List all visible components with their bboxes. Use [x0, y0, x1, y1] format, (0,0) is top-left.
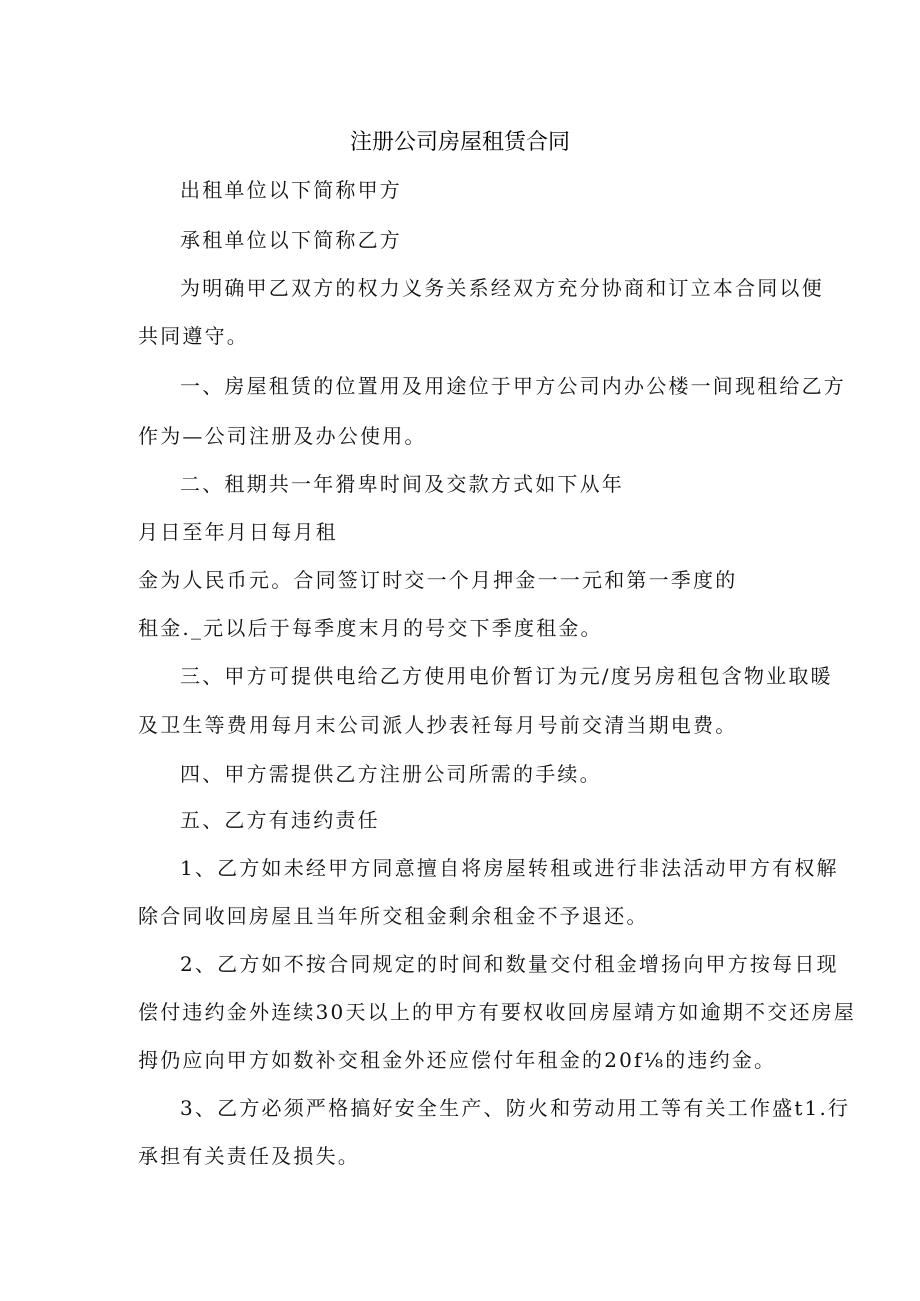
paragraph-line: 拇仍应向甲方如数补交租金外还应偿付年租金的20f⅛的违约金。: [138, 1048, 777, 1072]
paragraph-line: 一、房屋租赁的位置用及用途位于甲方公司内办公楼一间现租给乙方: [180, 374, 846, 398]
paragraph-line: 二、租期共一年猾卑时间及交款方式如下从年: [180, 472, 624, 496]
paragraph-line: 承担有关责任及损失。: [138, 1144, 360, 1168]
paragraph-line: 作为—公司注册及办公使用。: [138, 424, 427, 448]
paragraph-line: 偿付违约金外连续30天以上的甲方有要权收回房屋靖方如逾期不交还房屋: [138, 1000, 857, 1024]
paragraph-line: 月日至年月日每月租: [138, 520, 338, 544]
paragraph-line: 共同遵守。: [138, 324, 249, 348]
paragraph-line: 四、甲方需提供乙方注册公司所需的手续。: [180, 762, 602, 786]
document-title: 注册公司房屋租赁合同: [349, 130, 570, 155]
paragraph-line: 为明确甲乙双方的权力义务关系经双方充分协商和订立本合同以便: [180, 276, 824, 300]
paragraph-line: 除合同收回房屋且当年所交租金剩余租金不予退还。: [138, 904, 649, 928]
paragraph-line: 金为人民币元。合同签订时交一个月押金一一元和第一季度的: [138, 568, 738, 592]
paragraph-line: 租金._元以后于每季度末月的号交下季度租金。: [138, 616, 603, 640]
paragraph-line-lessor: 出租单位以下简称甲方: [180, 178, 402, 202]
paragraph-line-lessee: 承租单位以下简称乙方: [180, 228, 402, 252]
paragraph-line: 2、乙方如不按合同规定的时间和数量交付租金增扬向甲方按每日现: [180, 952, 839, 976]
paragraph-line: 1、乙方如未经甲方同意擅自将房屋转租或进行非法活动甲方有权解: [180, 856, 839, 880]
paragraph-line: 三、甲方可提供电给乙方使用电价暂订为元/度另房租包含物业取暖: [180, 664, 833, 688]
paragraph-line: 及卫生等费用每月末公司派人抄表衽每月号前交清当期电费。: [138, 713, 738, 737]
paragraph-line: 3、乙方必须严格搞好安全生产、防火和劳动用工等有关工作盛t1.行: [180, 1096, 851, 1120]
paragraph-line: 五、乙方有违约责任: [180, 808, 380, 832]
